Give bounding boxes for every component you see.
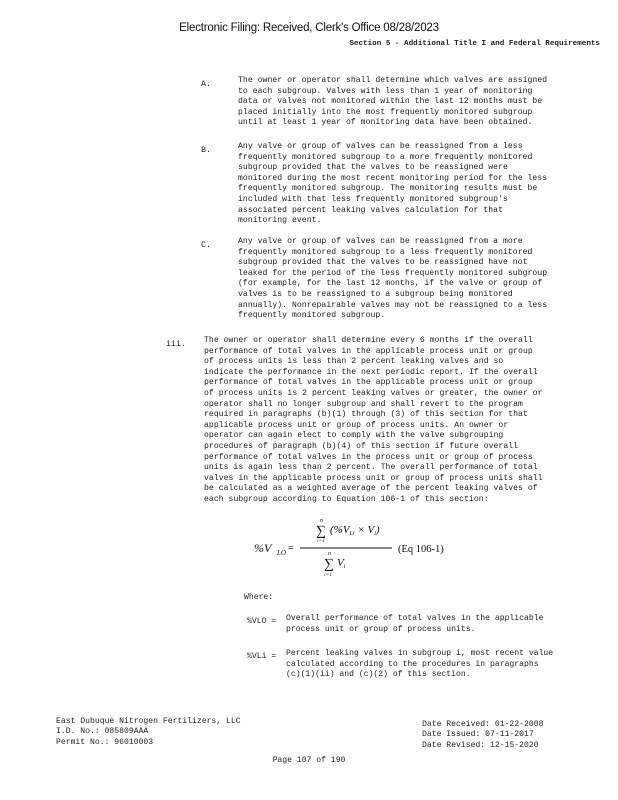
text-line: units is again less than 2 percent. The overall performance of total [204, 463, 538, 473]
eq-num-body: (%VLi × Vi) [330, 524, 380, 537]
text-line: be calculated as a weighted average of the percent leaking valves of [204, 484, 538, 494]
section-header: Section 5 - Additional Title I and Federal Requirements [349, 40, 600, 48]
text-line: subgroup provided that the valves to be reassigned were [238, 163, 508, 173]
text-line: each subgroup according to Equation 106-1 of this section: [204, 494, 489, 504]
eq-lhs: %V [254, 541, 272, 555]
item-b-paragraph [238, 142, 547, 227]
footer-dates [422, 720, 543, 751]
electronic-filing-stamp: Electronic Filing: Received, Clerk's Office 08/28/2023 [179, 22, 439, 34]
where-label: Where: [244, 593, 274, 602]
text-line: indicate the performance in the next periodic report. If the overall [204, 367, 538, 377]
text-line: The owner or operator shall determine which valves are assigned [238, 76, 548, 85]
text-line: associated percent leaking valves calculation for that [238, 205, 503, 215]
text-line: included with that less frequently monitored subgroup's [238, 194, 508, 204]
text-line: frequently monitored subgroup to a more frequently monitored [238, 152, 533, 162]
facility-id: I.D. No.: 085809AAA [56, 727, 149, 737]
equation-106-1 [252, 518, 472, 578]
definition-term-vli: %VLi = [247, 652, 277, 661]
text-line: monitoring event. [238, 216, 322, 226]
date-revised: Date Revised: 12-15-2020 [422, 740, 539, 750]
item-a-marker: A. [201, 80, 211, 89]
eq-num-lower: i=1 [317, 538, 325, 544]
text-line: valves in the applicable process unit or group of process units shall [204, 473, 543, 483]
definition-term-vlo: %VLO = [247, 617, 277, 626]
item-c-paragraph [238, 237, 547, 322]
text-line: operator can again elect to comply with the valve subgrouping [204, 431, 504, 441]
eq-den-lower: i=1 [324, 572, 332, 578]
text-line: (for example, for the last 12 months, if the valve or group of [238, 279, 543, 289]
eq-den-upper: n [328, 551, 331, 557]
eq-lhs-sub: LO [277, 549, 286, 557]
item-c-marker: C. [201, 241, 211, 250]
text-line: performance of total valves in the applicable process unit or group [204, 378, 533, 388]
eq-label: (Eq 106-1) [398, 544, 444, 555]
permit-number: Permit No.: 96010003 [56, 737, 154, 747]
text-line: until at least 1 year of monitoring data have been obtained. [238, 118, 533, 128]
eq-num-sigma: ∑ [316, 524, 326, 539]
text-line: of process units is less than 2 percent leaking valves and so [204, 357, 504, 367]
text-line: monitored during the most recent monitoring period for the less [238, 173, 548, 183]
text-line: applicable process unit or group of process units. An owner or [204, 420, 509, 430]
item-iii-paragraph [204, 336, 543, 506]
text-line: Percent leaking valves in subgroup i, most recent value [286, 649, 554, 658]
item-a-paragraph [238, 76, 547, 129]
text-line: calculated according to the procedures in paragraphs [286, 659, 539, 669]
text-line: operator shall no longer subgroup and shall revert to the program [204, 399, 523, 409]
text-line: placed initially into the most frequently monitored subgroup [238, 107, 533, 117]
date-received: Date Received: 01-22-2008 [422, 720, 544, 729]
item-iii-marker: iii. [166, 340, 186, 349]
text-line: leaked for the period of the less frequently monitored subgroup [238, 268, 548, 278]
date-issued: Date Issued: 07-11-2017 [422, 730, 534, 740]
text-line: process unit or group of process units. [286, 624, 476, 634]
page-number: Page 107 of 190 [272, 756, 346, 765]
eq-equals: = [288, 543, 294, 554]
item-b-marker: B. [201, 146, 211, 155]
text-line: performance of total valves in the process unit or group of process [204, 452, 533, 462]
text-line: annually). Nonrepairable valves may not be reassigned to a less [238, 300, 548, 310]
text-line: frequently monitored subgroup. The monitoring results must be [238, 184, 538, 194]
text-line: Any valve or group of valves can be reassigned from a more [238, 237, 523, 246]
text-line: frequently monitored subgroup to a less frequently monitored [238, 247, 533, 257]
definition-desc-vlo [286, 614, 543, 635]
text-line: required in paragraphs (b)(1) through (3) of this section for that [204, 410, 528, 420]
text-line: (c)(1)(ii) and (c)(2) of this section. [286, 670, 471, 680]
text-line: data or valves not monitored within the last 12 months must be [238, 97, 543, 107]
text-line: Overall performance of total valves in the applicable [286, 614, 544, 623]
text-line: to each subgroup. Valves with less than 1 year of monitoring [238, 86, 533, 96]
eq-num-upper: n [320, 518, 323, 524]
text-line: Any valve or group of valves can be reassigned from a less [238, 142, 523, 151]
text-line: of process units is 2 percent leaking valves or greater, the owner or [204, 388, 543, 398]
text-line: frequently monitored subgroup. [238, 311, 386, 321]
text-line: The owner or operator shall determine every 6 months if the overall [204, 336, 533, 345]
eq-den-body: Vi [337, 557, 346, 570]
text-line: valves is to be reassigned to a subgroup being monitored [238, 289, 513, 299]
facility-name: East Dubuque Nitrogen Fertilizers, LLC [56, 717, 241, 726]
text-line: subgroup provided that the valves to be reassigned have not [238, 258, 528, 268]
text-line: performance of total valves in the applicable process unit or group [204, 346, 533, 356]
eq-den-sigma: ∑ [324, 557, 334, 572]
footer-facility-info [56, 717, 241, 748]
text-line: procedures of paragraph (b)(4) of this section if future overall [204, 441, 519, 451]
definition-desc-vli [286, 649, 553, 681]
